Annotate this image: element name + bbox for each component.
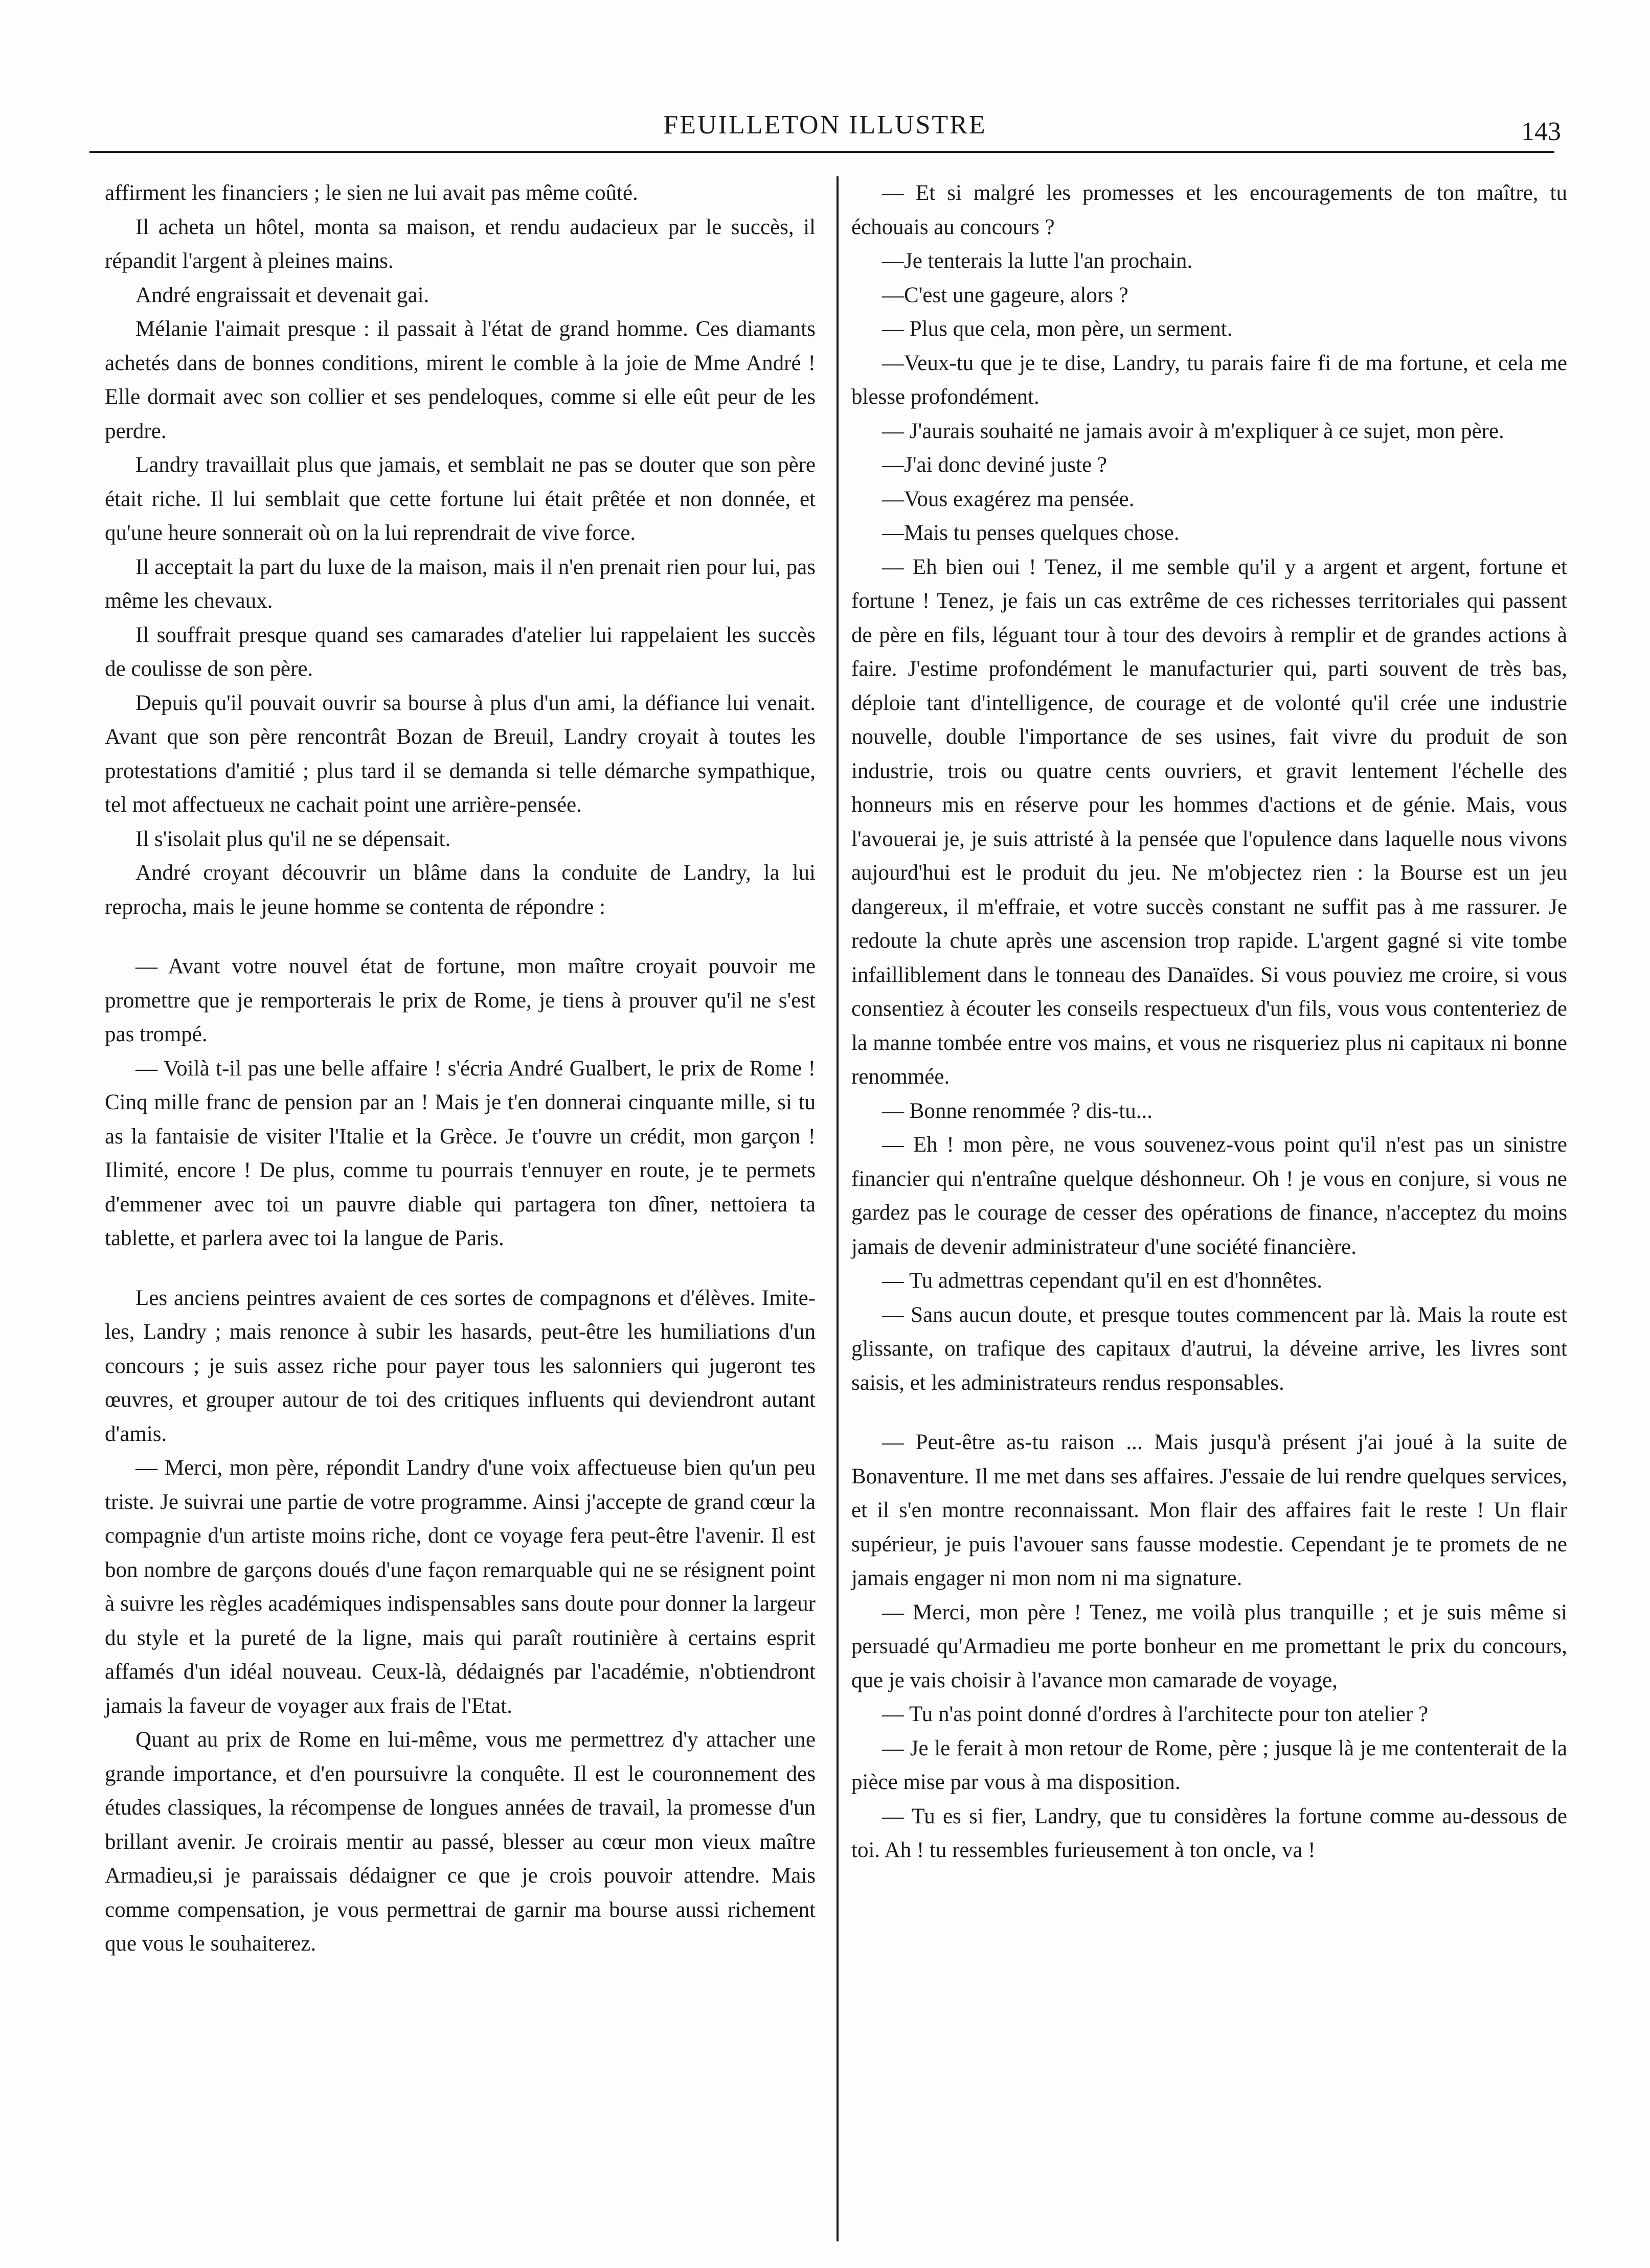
paragraph: — Avant votre nouvel état de fortune, mon maître croyait pouvoir me promettre que je remporterais le prix de Rome, je tiens à prouver qu'il ne s'est pas trompé. (105, 954, 816, 1046)
paragraph: Quant au prix de Rome en lui-même, vous me permettrez d'y attacher une grande importance, et d'en poursuivre la conquête. Il est le couronnement des études classiques, la récompense de longues années de travail, la promesse d'un brillant avenir. Je croirais mentir au passé, blesser au cœur mon vieux maître Armadieu,si je paraissais dédaigner ce que je crois pouvoir attendre. Mais comme compensation, je vous permettrai de garnir ma bourse aussi richement que vous le souhaiterez. (105, 1728, 816, 1956)
running-title: FEUILLETON ILLUSTRE (663, 110, 987, 140)
paragraph: Il souffrait presque quand ses camarades d'atelier lui rappelaient les succès de coulisse de son père. (105, 623, 816, 681)
paragraph: — Merci, mon père ! Tenez, me voilà plus tranquille ; et je suis même si persuadé qu'Armadieu me porte bonheur en me promettant le prix du concours, que je vais choisir à l'avance mon camarade de voyage, (851, 1600, 1567, 1692)
left-column (105, 176, 816, 1961)
paragraph: Mélanie l'aimait presque : il passait à l'état de grand homme. Ces diamants achetés dans de bonnes conditions, mirent le comble à la joie de Mme André ! Elle dormait avec son collier et ses pendeloques, comme si elle eût peur de les perdre. (105, 317, 816, 443)
paragraph: — J'aurais souhaité ne jamais avoir à m'expliquer à ce sujet, mon père. (882, 419, 1504, 443)
paragraph: — Plus que cela, mon père, un serment. (882, 317, 1233, 341)
paragraph: —Veux-tu que je te dise, Landry, tu parais faire fi de ma fortune, et cela me blesse profondément. (851, 351, 1567, 409)
paragraph: affirment les financiers ; le sien ne lui avait pas même coûté. (105, 181, 638, 205)
paragraph: Les anciens peintres avaient de ces sortes de compagnons et d'élèves. Imite-les, Landry ; mais renonce à subir les hasards, peut-être les humiliations d'un concours ; je suis assez riche pour payer tous les salonniers qui jugeront tes œuvres, et grouper autour de toi des critiques influents qui deviendront autant d'amis. (105, 1286, 816, 1446)
paragraph: — Et si malgré les promesses et les encouragements de ton maître, tu échouais au concours ? (851, 181, 1567, 239)
paragraph: — Peut-être as-tu raison ... Mais jusqu'à présent j'ai joué à la suite de Bonaventure. Il me met dans ses affaires. J'essaie de lui rendre quelques services, et il s'en montre reconnaissant. Mon flair des affaires fait le reste ! Un flair supérieur, je puis l'avouer sans fausse modestie. Cependant je te promets de ne jamais engager ni mon nom ni ma signature. (851, 1430, 1567, 1590)
paragraph: — Eh bien oui ! Tenez, il me semble qu'il y a argent et argent, fortune et fortune ! Tenez, je fais un cas extrême de ces richesses territoriales qui passent de père en fils, léguant tour à tour des devoirs à remplir et de grandes actions à faire. J'estime profondément le manufacturier qui, parti souvent de très bas, déploie tant d'intelligence, de courage et de volonté qu'il crée une industrie nouvelle, double l'importance de ses usines, fait vivre du produit de son industrie, trois ou quatre cents ouvriers, et gravit lentement l'échelle des honneurs mis en réserve pour les hommes d'actions et de génie. Mais, vous l'avouerai je, je suis attristé à la pensée que l'opulence dans laquelle nous vivons aujourd'hui est le produit du jeu. Ne m'objectez rien : la Bourse est un jeu dangereux, il m'effraie, et votre succès constant ne suffit pas à me rassurer. Je redoute la chute après une ascension trop rapide. L'argent gagné si vite tombe infailliblement dans le tonneau des Danaïdes. Si vous pouviez me croire, si vous consentiez à écouter les conseils respectueux d'un fils, vous vous contenteriez de la manne tombée entre vos mains, et vous ne risqueriez plus ni capitaux ni bonne renommée. (851, 555, 1567, 1089)
paragraph: — Tu es si fier, Landry, que tu considères la fortune comme au-dessous de toi. Ah ! tu ressembles furieusement à ton oncle, va ! (851, 1804, 1567, 1862)
paragraph: Landry travaillait plus que jamais, et semblait ne pas se douter que son père était riche. Il lui semblait que cette fortune lui était prêtée et non donnée, et qu'une heure sonnerait où on la lui reprendrait de vive force. (105, 453, 816, 545)
paragraph: — Sans aucun doute, et presque toutes commencent par là. Mais la route est glissante, on trafique des capitaux d'autrui, la déveine arrive, les livres sont saisis, et les administrateurs rendus responsables. (851, 1302, 1567, 1395)
paragraph: — Voilà t-il pas une belle affaire ! s'écria André Gualbert, le prix de Rome ! Cinq mille franc de pension par an ! Mais je t'en donnerai cinquante mille, si tu as la fantaisie de visiter l'Italie et la Grèce. Je t'ouvre un crédit, mon garçon ! Ilimité, encore ! De plus, comme tu pourrais t'ennuyer en route, je te permets d'emmener avec toi un pauvre diable qui partagera ton dîner, nettoiera ta tablette, et parlera avec toi la langue de Paris. (105, 1056, 816, 1250)
paragraph: — Je le ferait à mon retour de Rome, père ; jusque là je me contenterait de la pièce mise par vous à ma disposition. (851, 1736, 1567, 1794)
paragraph: —Mais tu penses quelques chose. (882, 521, 1180, 545)
paragraph: —Je tenterais la lutte l'an prochain. (882, 249, 1193, 273)
paragraph: Il acceptait la part du luxe de la maison, mais il n'en prenait rien pour lui, pas même les chevaux. (105, 555, 816, 613)
paragraph: — Eh ! mon père, ne vous souvenez-vous point qu'il n'est pas un sinistre financier qui n'entraîne quelque déshonneur. Oh ! je vous en conjure, si vous ne gardez pas le courage de cesser des opérations de finance, n'acceptez du moins jamais de devenir administrateur d'une société financière. (851, 1133, 1567, 1259)
paragraph: — Merci, mon père, répondit Landry d'une voix affectueuse bien qu'un peu triste. Je suivrai une partie de votre programme. Ainsi j'accepte de grand cœur la compagnie d'un artiste moins riche, dont ce voyage fera peut-être l'avenir. Il est bon nombre de garçons doués d'une façon remarquable qui ne se résignent point à suivre les règles académiques indispensables sans doute pour donner la largeur du style et la pureté de la ligne, mais qui paraît routinière à certains esprit affamés d'un idéal nouveau. Ceux-là, dédaignés par l'académie, n'obtiendront jamais la faveur de voyager aux frais de l'Etat. (105, 1456, 816, 1718)
paragraph: Il acheta un hôtel, monta sa maison, et rendu audacieux par le succès, il répandit l'argent à pleines mains. (105, 215, 816, 273)
paragraph: —Vous exagérez ma pensée. (882, 487, 1135, 511)
page-number: 143 (1521, 117, 1561, 146)
header-rule (89, 151, 1554, 153)
paragraph: —J'ai donc deviné juste ? (882, 453, 1107, 477)
paragraph: — Tu n'as point donné d'ordres à l'architecte pour ton atelier ? (882, 1702, 1429, 1726)
paragraph: — Bonne renommée ? dis-tu... (882, 1098, 1153, 1123)
right-column (851, 176, 1567, 1868)
column-rule (837, 176, 839, 2241)
paragraph: André engraissait et devenait gai. (135, 283, 430, 307)
paragraph: Depuis qu'il pouvait ouvrir sa bourse à plus d'un ami, la défiance lui venait. Avant que son père rencontrât Bozan de Breuil, Landry croyait à toutes les protestations d'amitié ; plus tard il se demanda si telle démarche sympathique, tel mot affectueux ne cachait point une arrière-pensée. (105, 691, 816, 817)
paragraph: — Tu admettras cependant qu'il en est d'honnêtes. (882, 1269, 1323, 1293)
paragraph: —C'est une gageure, alors ? (882, 283, 1128, 307)
paragraph: André croyant découvrir un blâme dans la conduite de Landry, la lui reprocha, mais le jeune homme se contenta de répondre : (105, 861, 816, 919)
paragraph: Il s'isolait plus qu'il ne se dépensait. (135, 827, 451, 851)
